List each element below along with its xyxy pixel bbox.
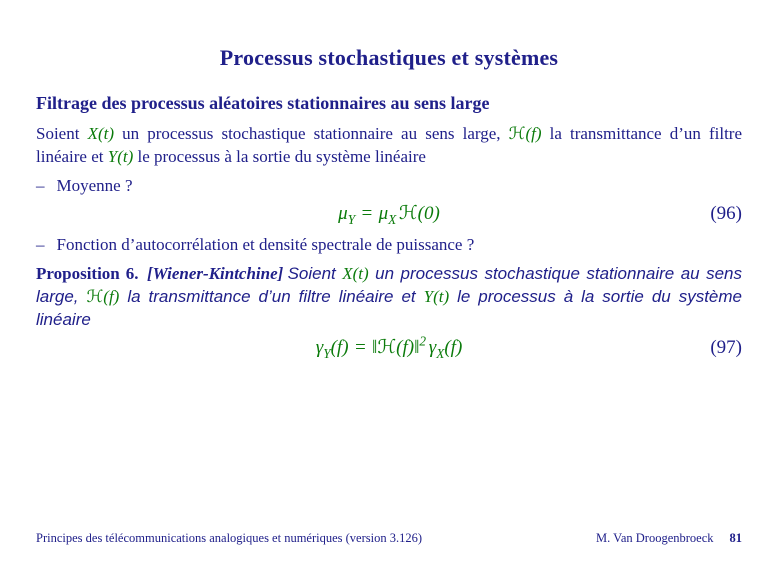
inline-math-yt: Y(t)	[423, 287, 450, 306]
proposition-tag: [Wiener-Kintchine]	[147, 264, 284, 283]
inline-math-hf: ℋ(f)	[86, 287, 120, 306]
proposition-text: le processus à la sortie du système linéaire	[36, 287, 743, 329]
gamma-y: γ	[315, 337, 324, 358]
arg-f: (f)	[444, 337, 463, 358]
footer	[36, 531, 742, 546]
equals-sign: =	[353, 337, 367, 358]
inline-math-hf: ℋ(f)	[508, 124, 542, 143]
footer-right	[596, 531, 742, 546]
inline-math-xt: X(t)	[342, 264, 369, 283]
equation-97-number: (97)	[710, 337, 742, 358]
footer-page-number: 81	[729, 531, 742, 545]
sub-y: Y	[347, 211, 356, 227]
sub-x: X	[388, 211, 397, 227]
intro-text: Soient	[36, 124, 88, 143]
proposition-paragraph	[36, 262, 742, 331]
inline-math-xt: X(t)	[87, 124, 115, 143]
intro-paragraph	[36, 122, 742, 168]
proposition-text: la transmittance d’un filtre linéaire et	[119, 287, 424, 306]
squared-exponent: 2	[419, 333, 427, 349]
proposition-label: Proposition 6.	[36, 264, 139, 283]
dash-icon: –	[36, 235, 45, 254]
page-title: Processus stochastiques et systèmes	[219, 45, 559, 70]
section-heading: Filtrage des processus aléatoires stationnaires au sens large	[36, 93, 490, 113]
bullet-moyenne	[36, 174, 742, 197]
h-of-f: ℋ(f)	[377, 337, 415, 358]
equation-97	[36, 334, 742, 361]
equation-96	[36, 200, 742, 227]
equation-96-number: (96)	[710, 203, 742, 224]
norm-close: ‖	[414, 337, 420, 358]
proposition-text: Soient	[287, 264, 343, 283]
gamma-x: γ	[428, 337, 437, 358]
intro-text: le processus à la sortie du système linéaire	[133, 147, 426, 166]
equation-97-math	[315, 333, 463, 361]
mu-x: μ	[378, 203, 389, 224]
inline-math-yt: Y(t)	[107, 147, 134, 166]
intro-text: la transmittance d’un filtre linéaire et	[36, 124, 743, 166]
norm-open: ‖	[372, 337, 378, 358]
footer-course-title: Principes des télécommunications analogiques et numériques (version 3.126)	[36, 531, 423, 545]
mu-y: μ	[338, 203, 348, 224]
intro-text: un processus stochastique stationnaire au sens large,	[114, 124, 509, 143]
sub-y: Y	[323, 345, 331, 361]
equation-96-math	[338, 203, 440, 227]
proposition-text: un processus stochastique stationnaire au sens large,	[36, 264, 742, 306]
bullet-autocorrelation	[36, 233, 742, 256]
footer-author: M. Van Droogenbroeck	[596, 531, 714, 545]
dash-icon: –	[36, 176, 45, 195]
bullet-text: Moyenne ?	[56, 176, 133, 195]
sub-x: X	[436, 345, 445, 361]
equals-sign: =	[360, 203, 374, 224]
bullet-text: Fonction d’autocorrélation et densité spectrale de puissance ?	[56, 235, 475, 254]
h-of-zero: ℋ(0)	[398, 203, 440, 224]
arg-f: (f)	[330, 337, 349, 358]
